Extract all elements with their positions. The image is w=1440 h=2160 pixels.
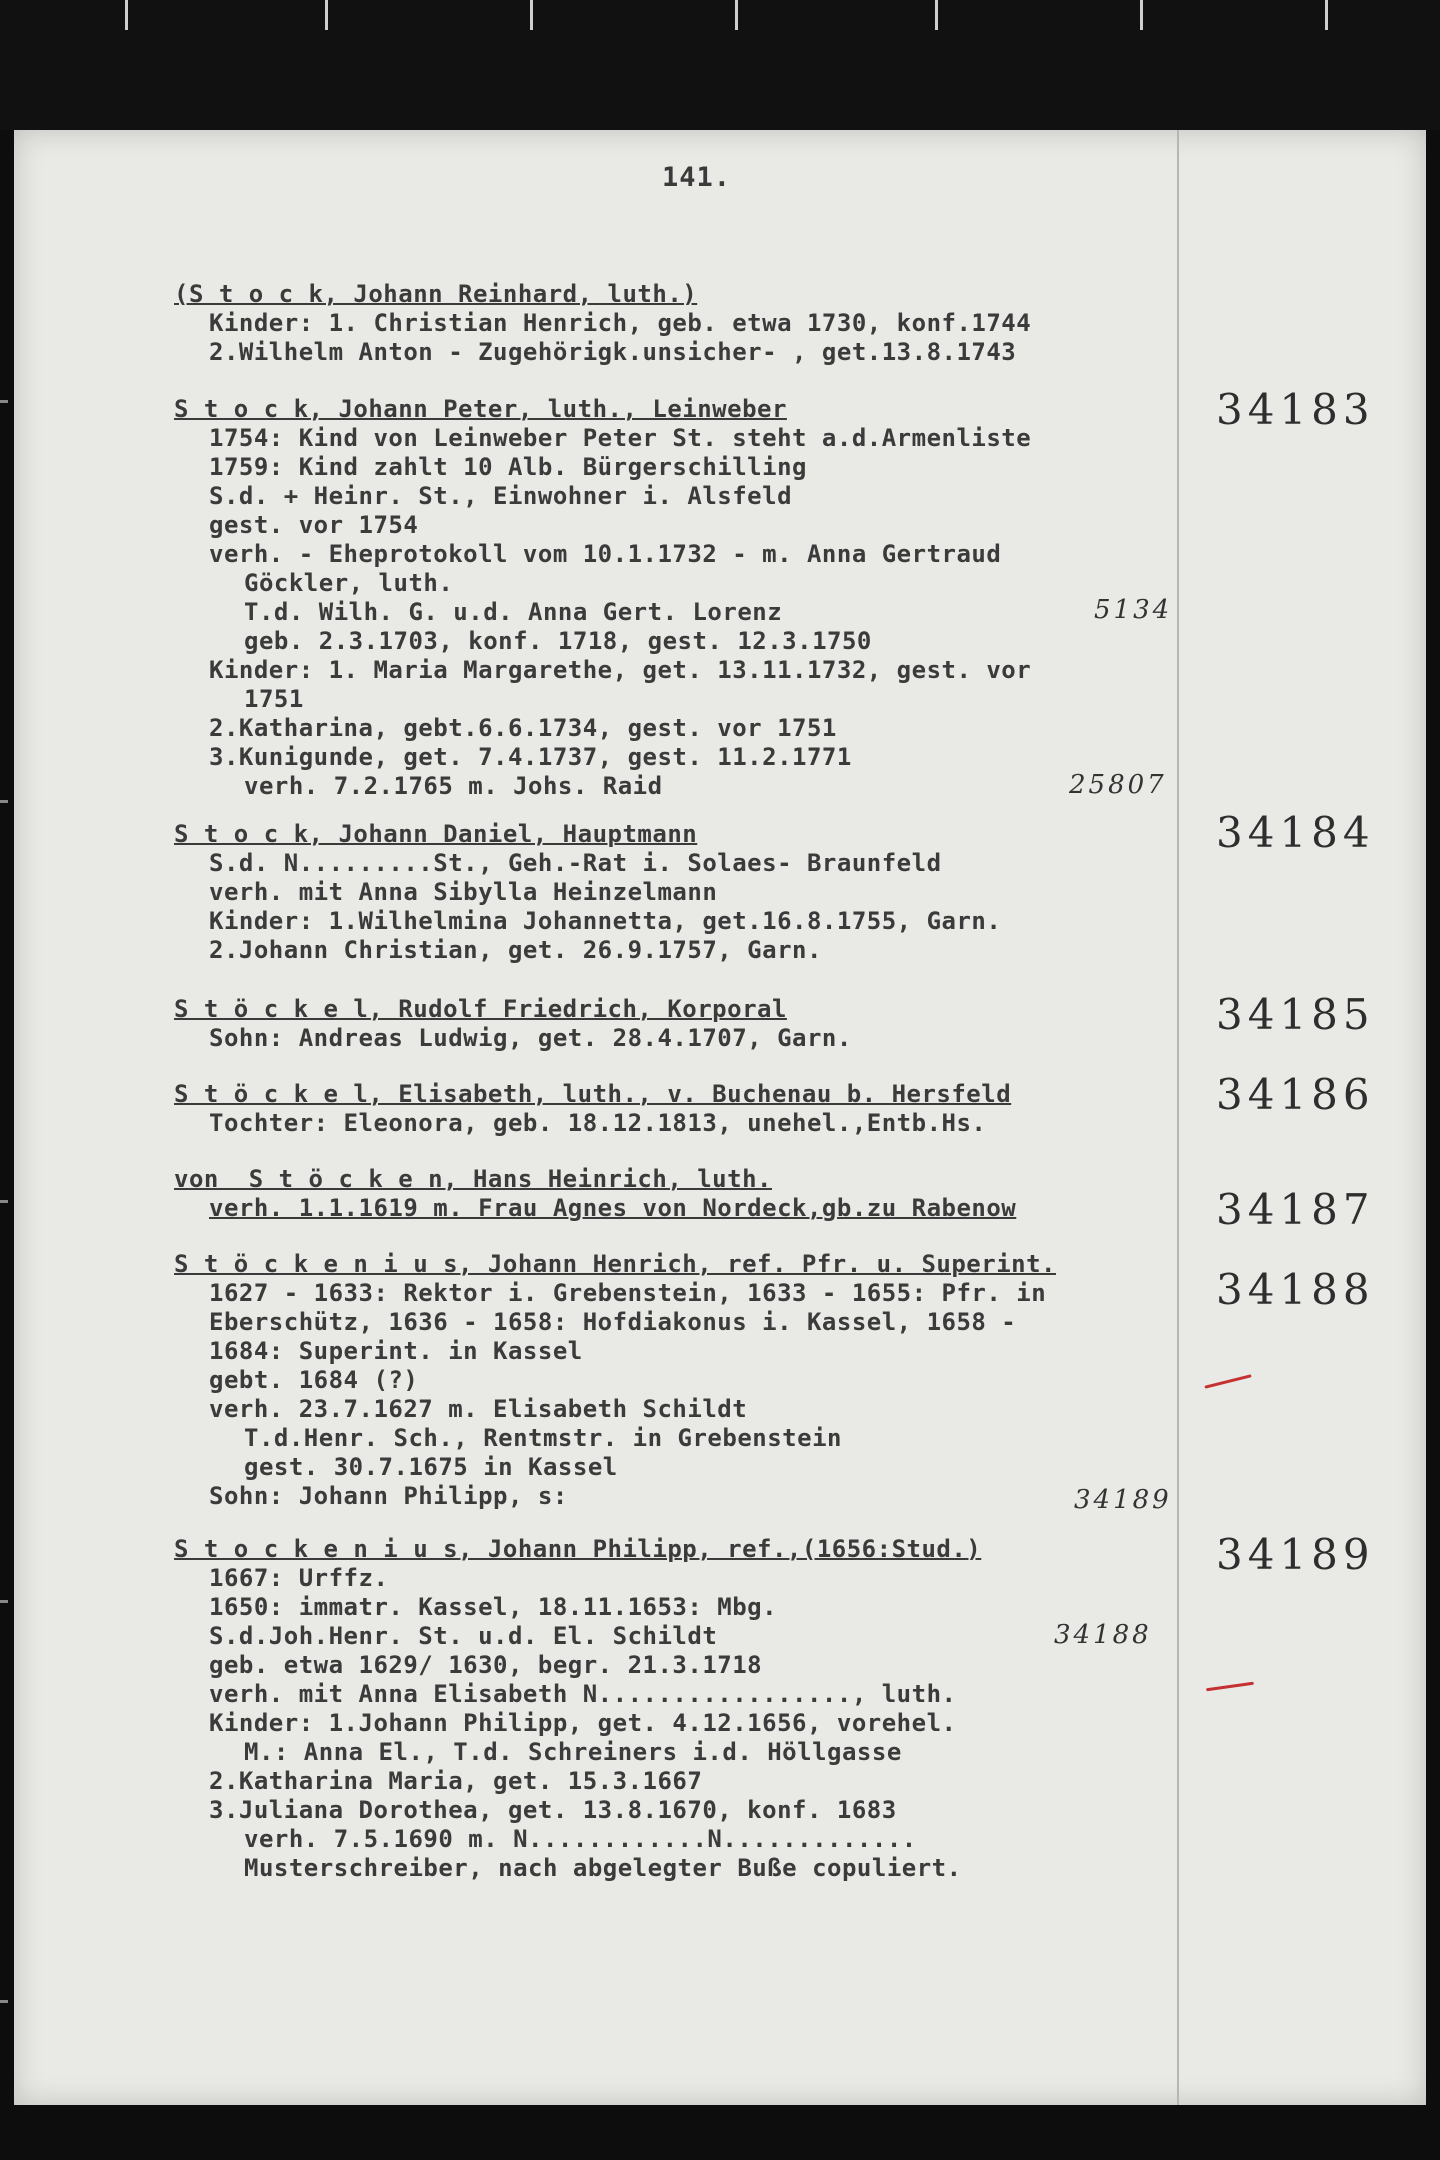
entry-line: Göckler, luth. <box>244 569 454 597</box>
entry-line: verh. 7.5.1690 m. N............N............. <box>244 1825 917 1853</box>
film-mark <box>0 400 8 403</box>
entry-line: Kinder: 1.Wilhelmina Johannetta, get.16.8.1755, Garn. <box>209 907 1002 935</box>
entry-line: 1759: Kind zahlt 10 Alb. Bürgerschilling <box>209 453 807 481</box>
entry-line: verh. 7.2.1765 m. Johs. Raid <box>244 772 663 800</box>
record-number: 34189 <box>1216 1530 1375 1579</box>
entry-heading: S t ö c k e n i u s, Johann Henrich, ref. Pfr. u. Superint. <box>174 1250 1057 1278</box>
entry-line: 1650: immatr. Kassel, 18.11.1653: Mbg. <box>209 1593 778 1621</box>
film-mark <box>0 1600 8 1603</box>
entry-line: 1667: Urffz. <box>209 1564 389 1592</box>
entry-line: 1627 - 1633: Rektor i. Grebenstein, 1633 - 1655: Pfr. in <box>209 1279 1047 1307</box>
entry-stoeckenius-johann-henrich <box>174 1250 1204 1511</box>
entry-line: 3.Juliana Dorothea, get. 13.8.1670, konf. 1683 <box>209 1796 897 1824</box>
handwritten-annotation: 34189 <box>1074 1485 1172 1515</box>
entry-line: 2.Wilhelm Anton - Zugehörigk.unsicher- , get.13.8.1743 <box>209 338 1017 366</box>
entry-heading: S t o c k, Johann Peter, luth., Leinweber <box>174 395 787 423</box>
entry-line: T.d. Wilh. G. u.d. Anna Gert. Lorenz <box>244 598 783 626</box>
film-mark <box>0 2000 8 2003</box>
entry-line: 2.Katharina, gebt.6.6.1734, gest. vor 1751 <box>209 714 837 742</box>
film-tick <box>1325 0 1328 30</box>
entry-line: T.d.Henr. Sch., Rentmstr. in Grebenstein <box>244 1424 842 1452</box>
red-check-mark <box>1204 1374 1251 1389</box>
entry-line: Kinder: 1. Christian Henrich, geb. etwa 1730, konf.1744 <box>209 309 1032 337</box>
film-strip-top <box>0 0 1440 130</box>
entry-stock-johann-peter <box>174 395 1204 801</box>
entry-line: S.d.Joh.Henr. St. u.d. El. Schildt <box>209 1622 718 1650</box>
entry-line: S.d. + Heinr. St., Einwohner i. Alsfeld <box>209 482 793 510</box>
entry-line: verh. - Eheprotokoll vom 10.1.1732 - m. Anna Gertraud <box>209 540 1002 568</box>
entry-stock-johann-reinhard <box>174 280 1204 367</box>
entry-line: Musterschreiber, nach abgelegter Buße copuliert. <box>244 1854 962 1882</box>
entry-line: verh. mit Anna Sibylla Heinzelmann <box>209 878 718 906</box>
entry-line: gest. vor 1754 <box>209 511 419 539</box>
entry-line: M.: Anna El., T.d. Schreiners i.d. Höllgasse <box>244 1738 902 1766</box>
film-mark <box>0 1200 8 1203</box>
record-number: 34184 <box>1216 808 1375 857</box>
handwritten-annotation: 5134 <box>1094 595 1173 625</box>
entry-heading: S t o c k, Johann Daniel, Hauptmann <box>174 820 698 848</box>
film-mark <box>0 800 8 803</box>
entry-line: Eberschütz, 1636 - 1658: Hofdiakonus i. Kassel, 1658 - <box>209 1308 1017 1336</box>
entry-line: gest. 30.7.1675 in Kassel <box>244 1453 618 1481</box>
entry-line: geb. 2.3.1703, konf. 1718, gest. 12.3.1750 <box>244 627 872 655</box>
entry-line: Sohn: Johann Philipp, s: <box>209 1482 568 1510</box>
film-tick <box>125 0 128 30</box>
film-tick <box>1140 0 1143 30</box>
entry-heading: S t ö c k e l, Elisabeth, luth., v. Buchenau b. Hersfeld <box>174 1080 1012 1108</box>
film-tick <box>530 0 533 30</box>
entry-line: Tochter: Eleonora, geb. 18.12.1813, unehel.,Entb.Hs. <box>209 1109 987 1137</box>
entry-line: 2.Johann Christian, get. 26.9.1757, Garn. <box>209 936 822 964</box>
entry-heading: von S t ö c k e n, Hans Heinrich, luth. <box>174 1165 772 1193</box>
entry-stoeckel-elisabeth <box>174 1080 1204 1138</box>
film-tick <box>325 0 328 30</box>
entry-line: 1754: Kind von Leinweber Peter St. steht a.d.Armenliste <box>209 424 1032 452</box>
entry-line: verh. mit Anna Elisabeth N................., luth. <box>209 1680 957 1708</box>
document-page <box>14 130 1426 2105</box>
entry-von-stoecken-hans <box>174 1165 1204 1223</box>
red-check-mark <box>1206 1682 1254 1692</box>
entry-heading: (S t o c k, Johann Reinhard, luth.) <box>174 280 698 308</box>
entry-line: 1751 <box>244 685 304 713</box>
entry-line: 1684: Superint. in Kassel <box>209 1337 583 1365</box>
entry-heading: S t ö c k e l, Rudolf Friedrich, Korporal <box>174 995 787 1023</box>
entry-line: Kinder: 1. Maria Margarethe, get. 13.11.1732, gest. vor <box>209 656 1032 684</box>
record-number: 34187 <box>1216 1185 1375 1234</box>
record-number: 34185 <box>1216 990 1375 1039</box>
handwritten-annotation: 25807 <box>1069 770 1167 800</box>
entry-stock-johann-daniel <box>174 820 1204 965</box>
entry-line: verh. 1.1.1619 m. Frau Agnes von Nordeck,gb.zu Rabenow <box>209 1194 1017 1222</box>
film-strip-left <box>0 130 12 2160</box>
entry-line: geb. etwa 1629/ 1630, begr. 21.3.1718 <box>209 1651 763 1679</box>
entry-stockenius-johann-philipp <box>174 1535 1204 1883</box>
entry-line: Sohn: Andreas Ludwig, get. 28.4.1707, Garn. <box>209 1024 852 1052</box>
entry-line: Kinder: 1.Johann Philipp, get. 4.12.1656, vorehel. <box>209 1709 957 1737</box>
entry-line: 3.Kunigunde, get. 7.4.1737, gest. 11.2.1771 <box>209 743 852 771</box>
film-tick <box>735 0 738 30</box>
film-tick <box>935 0 938 30</box>
entry-line: S.d. N.........St., Geh.-Rat i. Solaes- Braunfeld <box>209 849 942 877</box>
handwritten-annotation: 34188 <box>1054 1620 1152 1650</box>
page-number: 141. <box>662 162 732 193</box>
entry-line: gebt. 1684 (?) <box>209 1366 419 1394</box>
entry-line: 2.Katharina Maria, get. 15.3.1667 <box>209 1767 703 1795</box>
entry-heading: S t o c k e n i u s, Johann Philipp, ref.,(1656:Stud.) <box>174 1535 982 1563</box>
entry-stoeckel-rudolf <box>174 995 1204 1053</box>
record-number: 34188 <box>1216 1265 1375 1314</box>
record-number: 34183 <box>1216 385 1375 434</box>
entry-line: verh. 23.7.1627 m. Elisabeth Schildt <box>209 1395 748 1423</box>
record-number: 34186 <box>1216 1070 1375 1119</box>
